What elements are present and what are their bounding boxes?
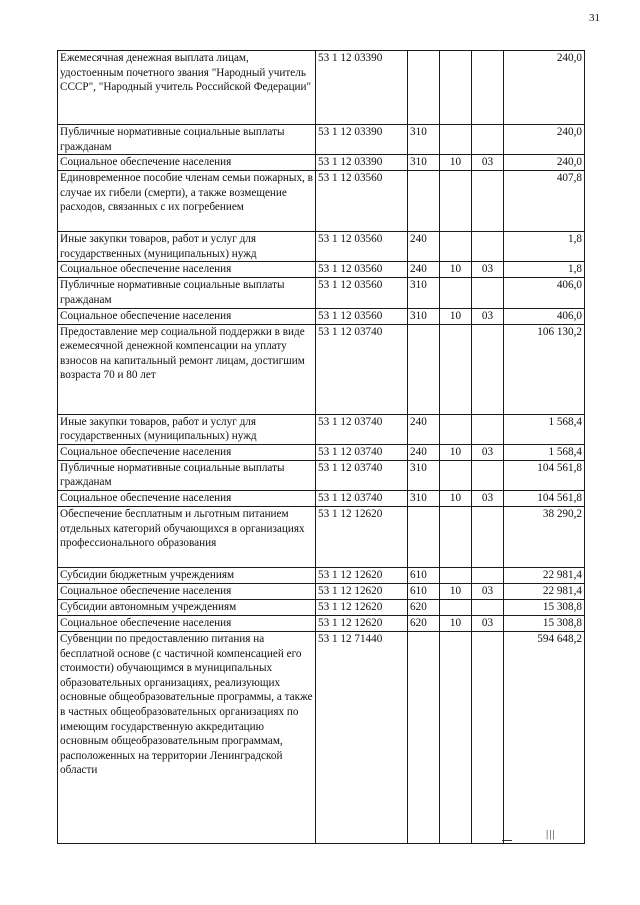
row-name: Ежемесячная денежная выплата лицам, удостоенным почетного звания "Народный учитель СССР", "Народный учитель Российской Федерации" [58,51,316,125]
row-sum: 22 981,4 [504,567,585,583]
row-rz: 10 [440,155,472,171]
row-sum: 594 648,2 [504,631,585,843]
table-row [58,262,585,278]
row-sum: 406,0 [504,278,585,308]
row-code: 53 1 12 12620 [316,506,408,567]
table-row [58,490,585,506]
table-row [58,583,585,599]
row-code: 53 1 12 12620 [316,583,408,599]
row-name: Иные закупки товаров, работ и услуг для государственных (муниципальных) нужд [58,414,316,444]
row-code: 53 1 12 03390 [316,51,408,125]
row-vr: 310 [408,460,440,490]
page-number: 31 [589,12,600,24]
row-pr: 03 [472,615,504,631]
row-sum: 104 561,8 [504,460,585,490]
table-row [58,324,585,414]
row-vr: 240 [408,232,440,262]
row-code: 53 1 12 12620 [316,599,408,615]
row-name: Субсидии бюджетным учреждениям [58,567,316,583]
row-rz: 10 [440,583,472,599]
row-vr [408,51,440,125]
table-row [58,278,585,308]
row-code: 53 1 12 03560 [316,308,408,324]
row-name: Социальное обеспечение населения [58,615,316,631]
row-name: Обеспечение бесплатным и льготным питанием отдельных категорий обучающихся в организациях профессионального образования [58,506,316,567]
row-name: Социальное обеспечение населения [58,262,316,278]
row-pr: 03 [472,308,504,324]
row-rz [440,631,472,843]
row-rz [440,171,472,232]
row-rz [440,460,472,490]
row-vr: 310 [408,278,440,308]
row-pr [472,278,504,308]
row-vr: 310 [408,155,440,171]
row-code: 53 1 12 03560 [316,278,408,308]
row-sum: 106 130,2 [504,324,585,414]
table-row [58,125,585,155]
row-pr [472,460,504,490]
row-code: 53 1 12 03390 [316,155,408,171]
row-name: Иные закупки товаров, работ и услуг для государственных (муниципальных) нужд [58,232,316,262]
row-code: 53 1 12 03740 [316,324,408,414]
row-vr: 310 [408,308,440,324]
row-sum: 406,0 [504,308,585,324]
row-sum: 104 561,8 [504,490,585,506]
table-row [58,171,585,232]
row-pr [472,125,504,155]
row-sum: 15 308,8 [504,599,585,615]
row-sum: 240,0 [504,51,585,125]
row-pr [472,232,504,262]
row-sum: 15 308,8 [504,615,585,631]
row-sum: 1,8 [504,262,585,278]
row-name: Социальное обеспечение населения [58,444,316,460]
row-name: Социальное обеспечение населения [58,155,316,171]
row-name: Социальное обеспечение населения [58,583,316,599]
table-row [58,631,585,843]
row-pr [472,324,504,414]
row-code: 53 1 12 03560 [316,171,408,232]
table-row [58,460,585,490]
row-sum: 22 981,4 [504,583,585,599]
row-pr: 03 [472,583,504,599]
row-vr: 620 [408,615,440,631]
row-pr: 03 [472,262,504,278]
row-rz [440,324,472,414]
row-pr [472,414,504,444]
row-name: Публичные нормативные социальные выплаты гражданам [58,460,316,490]
row-sum: 38 290,2 [504,506,585,567]
footer-ticks: ||| [546,828,556,840]
row-rz: 10 [440,262,472,278]
row-pr [472,631,504,843]
table-row [58,444,585,460]
row-code: 53 1 12 03560 [316,232,408,262]
table-row [58,232,585,262]
row-vr: 310 [408,125,440,155]
row-vr [408,324,440,414]
row-name: Публичные нормативные социальные выплаты гражданам [58,278,316,308]
table-body [58,51,585,844]
row-code: 53 1 12 03740 [316,490,408,506]
row-rz: 10 [440,490,472,506]
row-code: 53 1 12 03560 [316,262,408,278]
row-sum: 1 568,4 [504,444,585,460]
row-name: Единовременное пособие членам семьи пожарных, в случае их гибели (смерти), а также возмещение расходов, связанных с их погребением [58,171,316,232]
row-name: Субвенции по предоставлению питания на бесплатной основе (с частичной компенсацией его стоимости) обучающимся в муниципальных образовательных организациях, реализующих основные общеобразовательные программы, а также в частных общеобразовательных организациях по имеющим государственную аккредитацию основным общеобразовательным программам, расположенных на территории Ленинградской области [58,631,316,843]
row-sum: 407,8 [504,171,585,232]
budget-table [57,50,585,844]
row-rz [440,278,472,308]
row-sum: 240,0 [504,155,585,171]
row-code: 53 1 12 03740 [316,414,408,444]
row-name: Публичные нормативные социальные выплаты гражданам [58,125,316,155]
row-sum: 240,0 [504,125,585,155]
table-row [58,414,585,444]
row-code: 53 1 12 12620 [316,567,408,583]
row-rz: 10 [440,615,472,631]
row-rz [440,599,472,615]
footer-mark [502,828,582,848]
table-row [58,51,585,125]
row-code: 53 1 12 12620 [316,615,408,631]
row-code: 53 1 12 03390 [316,125,408,155]
row-pr [472,51,504,125]
row-pr [472,506,504,567]
row-code: 53 1 12 03740 [316,460,408,490]
row-rz [440,506,472,567]
row-pr: 03 [472,490,504,506]
row-rz [440,567,472,583]
row-vr [408,506,440,567]
table-row [58,567,585,583]
row-vr [408,631,440,843]
row-pr: 03 [472,155,504,171]
row-code: 53 1 12 03740 [316,444,408,460]
row-name: Субсидии автономным учреждениям [58,599,316,615]
table-row [58,155,585,171]
row-vr: 610 [408,583,440,599]
row-name: Предоставление мер социальной поддержки в виде ежемесячной денежной компенсации на уплату взносов на капитальный ремонт лицам, достигшим возраста 70 и 80 лет [58,324,316,414]
row-code: 53 1 12 71440 [316,631,408,843]
row-vr: 620 [408,599,440,615]
row-pr [472,567,504,583]
footer-dash [502,840,512,841]
table-row [58,599,585,615]
row-pr [472,171,504,232]
row-rz [440,125,472,155]
table-row [58,308,585,324]
row-rz [440,51,472,125]
row-sum: 1,8 [504,232,585,262]
row-vr: 310 [408,490,440,506]
row-sum: 1 568,4 [504,414,585,444]
row-rz: 10 [440,444,472,460]
row-pr: 03 [472,444,504,460]
row-name: Социальное обеспечение населения [58,490,316,506]
row-vr: 610 [408,567,440,583]
row-vr: 240 [408,444,440,460]
row-pr [472,599,504,615]
row-vr [408,171,440,232]
table-row [58,506,585,567]
table-row [58,615,585,631]
row-vr: 240 [408,262,440,278]
row-vr: 240 [408,414,440,444]
row-name: Социальное обеспечение населения [58,308,316,324]
row-rz [440,414,472,444]
row-rz: 10 [440,308,472,324]
row-rz [440,232,472,262]
